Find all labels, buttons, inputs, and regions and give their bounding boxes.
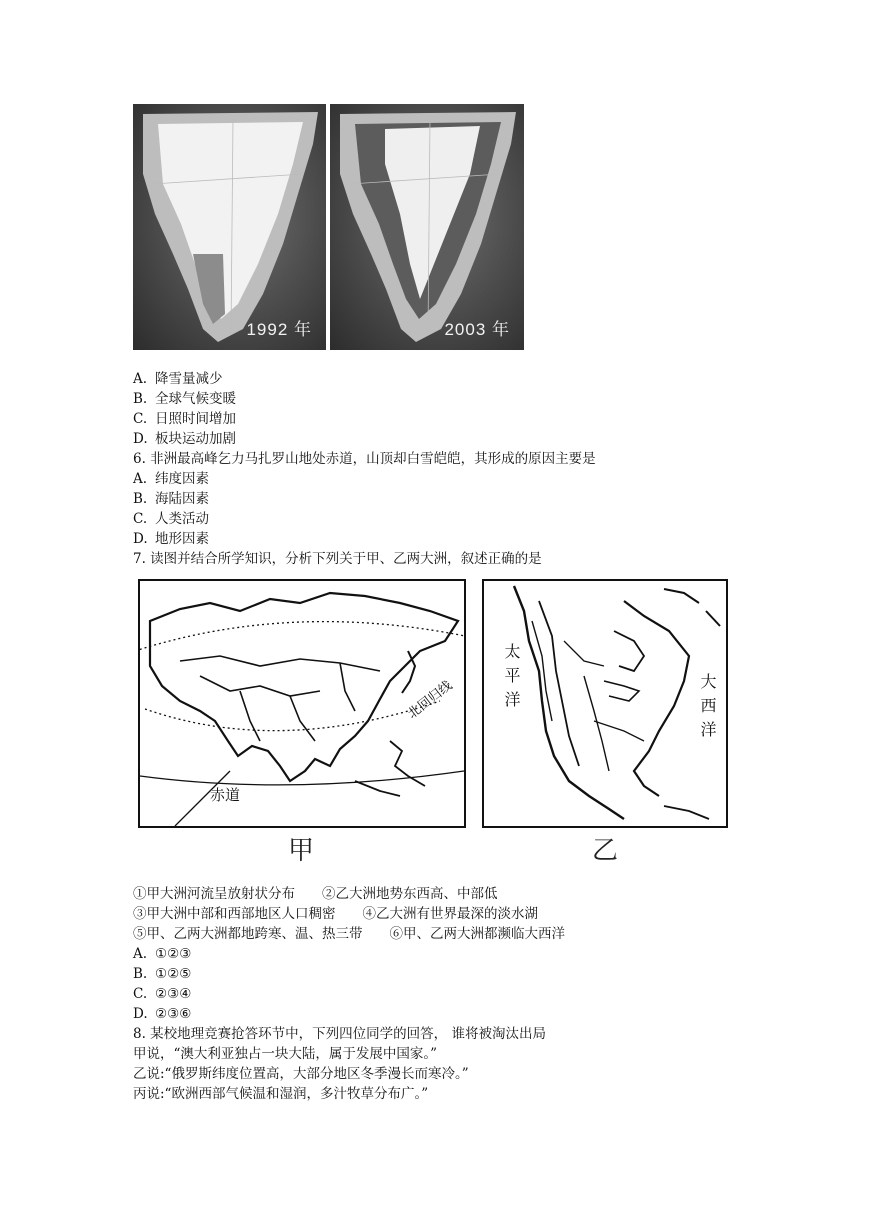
q7-option-a xyxy=(133,944,191,964)
map-jia-caption: 甲 xyxy=(288,836,315,866)
option-key: A. xyxy=(133,946,148,962)
q6-option-d xyxy=(133,529,209,549)
year-label-1992: 1992 年 xyxy=(246,320,312,339)
option-key: A. xyxy=(133,371,148,387)
option-text: ②③⑥ xyxy=(155,1006,192,1022)
atlantic-ocean-label: 大西洋 xyxy=(698,673,717,745)
q6-stem: 6. 非洲最高峰乞力马扎罗山地处赤道，山顶却白雪皑皑，其形成的原因主要是 xyxy=(133,451,596,467)
greenland-1992-image xyxy=(133,104,326,350)
q8-answer-jia: 甲说，“澳大利亚独占一块大陆，属于发展中国家。” xyxy=(133,1046,438,1062)
option-key: A. xyxy=(133,471,148,487)
option-key: D. xyxy=(133,531,148,547)
greenland-2003-image xyxy=(330,104,524,350)
q7-statement-1-2: ①甲大洲河流呈放射状分布 ②乙大洲地势东西高、中部低 xyxy=(133,886,498,902)
q5-option-b xyxy=(133,389,236,409)
q6-option-c xyxy=(133,509,209,529)
option-key: C. xyxy=(133,511,148,527)
option-text: ①②⑤ xyxy=(155,966,192,982)
option-key: C. xyxy=(133,986,148,1002)
option-key: D. xyxy=(133,1006,148,1022)
map-jia-asia xyxy=(138,579,466,828)
q8-answer-bing: 丙说:“欧洲西部气候温和湿润，多汁牧草分布广。” xyxy=(133,1086,429,1102)
q7-statement-3-4: ③甲大洲中部和西部地区人口稠密 ④乙大洲有世界最深的淡水湖 xyxy=(133,906,538,922)
option-text: 地形因素 xyxy=(155,531,209,547)
q8-answer-yi: 乙说:“俄罗斯纬度位置高，大部分地区冬季漫长而寒冷。” xyxy=(133,1066,469,1082)
pacific-ocean-label: 太平洋 xyxy=(502,643,521,715)
q7-option-b xyxy=(133,964,191,984)
option-text: ②③④ xyxy=(155,986,192,1002)
option-text: 板块运动加剧 xyxy=(155,431,236,447)
option-key: D. xyxy=(133,431,148,447)
option-text: 全球气候变暖 xyxy=(155,391,236,407)
equator-label: 赤道 xyxy=(210,786,241,804)
q7-stem: 7. 读图并结合所学知识，分析下列关于甲、乙两大洲，叙述正确的是 xyxy=(133,551,542,567)
q7-option-c xyxy=(133,984,191,1004)
option-key: B. xyxy=(133,391,148,407)
q5-option-a xyxy=(133,369,223,389)
map-yi-north-america xyxy=(482,579,728,828)
option-text: 海陆因素 xyxy=(155,491,209,507)
q6-option-b xyxy=(133,489,209,509)
map-yi-caption: 乙 xyxy=(592,836,619,866)
option-text: 日照时间增加 xyxy=(155,411,236,427)
option-text: 降雪量减少 xyxy=(155,371,223,387)
q8-stem: 8. 某校地理竞赛抢答环节中，下列四位同学的回答， 谁将被淘汰出局 xyxy=(133,1026,546,1042)
option-key: B. xyxy=(133,491,148,507)
year-label-2003: 2003 年 xyxy=(444,320,510,339)
option-text: 人类活动 xyxy=(155,511,209,527)
q7-option-d xyxy=(133,1004,191,1024)
q6-option-a xyxy=(133,469,209,489)
option-text: 纬度因素 xyxy=(155,471,209,487)
option-text: ①②③ xyxy=(155,946,192,962)
option-key: B. xyxy=(133,966,148,982)
q5-option-c xyxy=(133,409,236,429)
tropic-of-cancer-label: 北回归线 xyxy=(405,678,456,722)
greenland-satellite-figure xyxy=(133,104,524,350)
option-key: C. xyxy=(133,411,148,427)
q5-option-d xyxy=(133,429,236,449)
q7-statement-5-6: ⑤甲、乙两大洲都地跨寒、温、热三带 ⑥甲、乙两大洲都濒临大西洋 xyxy=(133,926,565,942)
